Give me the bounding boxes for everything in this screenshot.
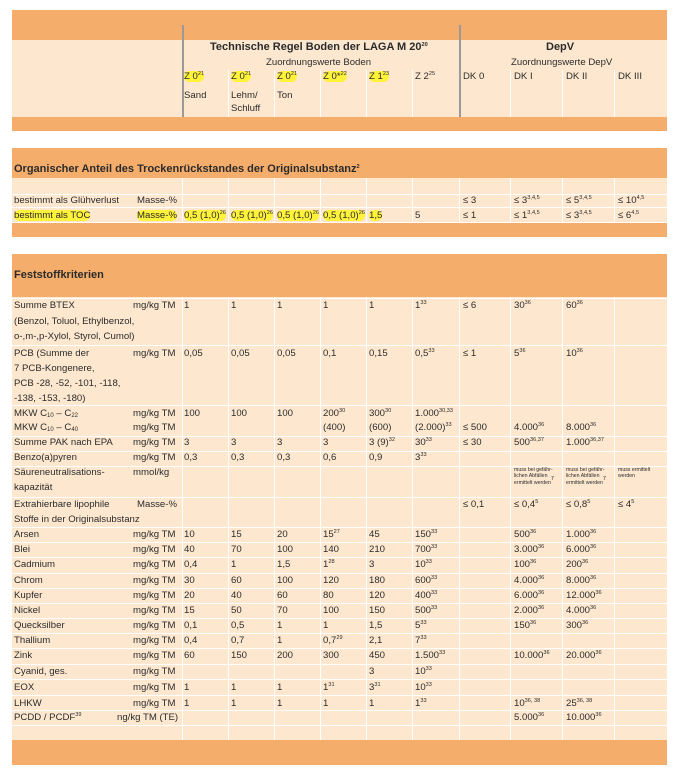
value-cell: $200^{30}$ [323,408,346,419]
value-cell: 0,5 $(1,0)^{26}$ [323,210,365,221]
value-cell: $60^{36}$ [566,300,583,311]
value-cell: $7^{33}$ [415,635,427,646]
value-cell: 1.500$^{33}$ [415,650,446,661]
grid-vline [274,297,275,740]
value-cell: 0,3 [277,452,291,463]
row-label: Stoffe in der Originalsubstanz [14,514,140,525]
value-cell: $500^{33}$ [415,605,438,616]
value-cell: 20 [184,590,195,601]
solid-title-band [12,254,667,297]
value-cell: 1 [369,300,375,311]
row-line [12,207,667,208]
value-cell: $3^{33}$ [415,452,427,463]
column-header: Z $1^{23}$ [369,71,390,82]
value-cell: 1 [277,635,283,646]
grid-vline [320,178,321,223]
value-cell: 3 [277,437,283,448]
column-header: DK 0 [463,71,485,82]
row-line [12,222,667,223]
value-cell: 10$^{36, 38}$ [514,698,541,709]
value-cell: $(2.000)^{33}$ [415,422,452,433]
value-cell: 8.000$^{36}$ [566,575,597,586]
value-cell: $1^{31}$ [323,682,335,693]
value-cell: 1,5 [369,210,383,221]
value-cell: 1.000$^{30,33}$ [415,408,454,419]
row-label: Summe BTEX [14,300,75,311]
value-cell: 1,5 [277,559,291,570]
column-header: DK I [514,71,533,82]
value-cell: 6.000$^{36}$ [514,590,545,601]
value-cell: 0,3 [231,452,245,463]
value-cell: $500^{36}$ [514,529,537,540]
row-unit: mg/kg TM [133,544,176,555]
value-cell: 1 [231,559,237,570]
row-unit: Masse-% [137,195,177,206]
value-cell: 100 [277,575,294,586]
value-cell: 100 [231,408,248,419]
value-cell: ≤ $0,8^5$ [566,499,591,510]
row-label: PCDD / PCDF$^{39}$ [14,712,82,723]
value-cell: ≤ $3^{3,4,5}$ [514,195,540,206]
value-cell: 3 [369,559,375,570]
laga-subtitle: Zuordnungswerte Boden [266,57,372,68]
row-label: PCB -28, -52, -101, -118, [14,378,121,389]
value-cell: $5^{36}$ [514,348,526,359]
value-cell: $300^{30}$ [369,408,392,419]
grid-vline [510,178,511,223]
row-unit: mg/kg TM [133,437,176,448]
row-line [12,451,667,452]
value-cell: 2.000$^{36}$ [514,605,545,616]
value-cell: 3 [323,437,329,448]
value-cell: ≤ 500 [463,422,487,433]
row-line [12,298,667,299]
row-unit: mg/kg TM [133,408,176,419]
grid-vline [366,178,367,223]
value-cell: ≤ 0,1 [463,499,485,510]
grid-vline [614,178,615,223]
grid-vline [412,178,413,223]
value-cell: 1,5 [369,620,383,631]
value-cell: 150 [369,605,386,616]
grid-vline [274,70,275,117]
value-cell: 0,1 [323,348,337,359]
value-cell: 5.000$^{36}$ [514,712,545,723]
value-cell: 0,15 [369,348,388,359]
row-label: Cadmium [14,559,56,570]
value-cell: 4.000$^{36}$ [514,422,545,433]
value-cell: 40 [231,590,242,601]
value-cell: 80 [323,590,334,601]
column-header: Z $0^{21}$ [184,71,205,82]
value-cell: $5^{33}$ [415,620,427,631]
row-unit: mg/kg TM [133,422,176,433]
column-header: Z $0^{21}$ [277,71,298,82]
value-cell: 120 [369,590,386,601]
laga-title: Technische Regel Boden der LAGA M $20^{20}$ [210,41,428,53]
row-line [12,345,667,346]
value-cell: 4.000$^{36}$ [566,605,597,616]
value-cell: $700^{33}$ [415,544,438,555]
row-label: LHKW [14,698,42,709]
value-cell: 1 [184,682,190,693]
value-cell: 60 [184,650,195,661]
column-header: DK III [618,71,642,82]
value-cell: 3.000$^{36}$ [514,544,545,555]
row-label: Säureneutralisations- [14,467,105,478]
value-cell: 60 [231,575,242,586]
value-cell: 1.000$^{36}$ [566,529,597,540]
value-cell: 1 [231,300,237,311]
value-cell: $10^{33}$ [415,559,432,570]
value-cell: 2,1 [369,635,383,646]
value-cell: 210 [369,544,386,555]
grid-vline [228,70,229,117]
grid-vline [562,297,563,740]
value-cell: 1 [277,698,283,709]
value-cell: $30^{36}$ [514,300,531,311]
value-cell: ≤ 1 [463,348,477,359]
value-cell: 20 [277,529,288,540]
row-unit: mg/kg TM [133,620,176,631]
value-cell: $0,5^{33}$ [415,348,435,359]
value-cell: 1 [323,620,329,631]
top-orange-band [12,10,667,40]
row-unit: mg/kg TM [133,590,176,601]
row-unit: mg/kg TM [133,529,176,540]
value-cell: $10^{36}$ [566,348,583,359]
value-cell: 3 [369,666,375,677]
row-unit: mg/kg TM [133,698,176,709]
row-label: bestimmt als Glühverlust [14,195,120,206]
value-cell: 3 [231,437,237,448]
value-cell: 10.000$^{36}$ [566,712,602,723]
row-label: MKW $C_{10} - C_{22}$ [14,408,79,419]
row-line [12,710,667,711]
row-unit: mg/kg TM [133,575,176,586]
value-cell: ≤ $6^{4,5}$ [618,210,640,221]
row-line [12,557,667,558]
value-cell: ≤ 30 [463,437,482,448]
row-line [12,648,667,649]
column-header: Z 0*$^{22}$ [323,71,347,82]
value-cell: ≤ 1 [463,210,477,221]
row-line [12,542,667,543]
row-line [12,527,667,528]
value-cell: 0,9 [369,452,383,463]
column-header: DK II [566,71,588,82]
depv-separator [459,25,461,117]
row-unit: Masse-% [137,499,177,510]
row-unit: mmol/kg [133,467,170,478]
value-cell: 5 [415,210,421,221]
grid-vline [562,178,563,223]
grid-vline [320,70,321,117]
value-cell: 0,4 [184,635,198,646]
value-cell: 1 [323,698,329,709]
value-cell: 0,4 [184,559,198,570]
value-cell: 4.000$^{36}$ [514,575,545,586]
value-cell: 0,5 $(1,0)^{26}$ [231,210,273,221]
grid-vline [366,70,367,117]
row-line [12,588,667,589]
dk1-note: muss bei gefähr- lichen Abfällen ermittelt werden$^7$ [514,467,555,486]
grid-vline [366,297,367,740]
column-subheader: Lehm/ Schluff [231,90,261,114]
value-cell: $150^{33}$ [415,529,438,540]
value-cell: 500$^{36,37}$ [514,437,545,448]
value-cell: 1 [277,682,283,693]
value-cell: 150 [231,650,248,661]
grid-vline [614,297,615,740]
depv-title: DepV [546,41,575,53]
row-label: EOX [14,682,35,693]
row-label: kapazität [14,482,53,493]
value-cell: 180 [369,575,386,586]
solid-section-title: Feststoffkriterien [14,269,104,281]
row-unit: mg/kg TM [133,452,176,463]
value-cell: 0,05 [231,348,250,359]
value-cell: 60 [277,590,288,601]
grid-vline [412,297,413,740]
value-cell: 0,5 $(1,0)^{26}$ [184,210,226,221]
value-cell: 100 [277,544,294,555]
value-cell: (600) [369,422,392,433]
value-cell: 0,6 [323,452,337,463]
row-label: 7 PCB-Kongenere, [14,363,95,374]
value-cell: ≤ $3^{3,4,5}$ [566,210,592,221]
value-cell: $0,7^{29}$ [323,635,343,646]
value-cell: 8.000$^{36}$ [566,422,597,433]
value-cell: 50 [231,605,242,616]
value-cell: 0,5 [231,620,245,631]
value-cell: 200 [277,650,294,661]
value-cell: $300^{36}$ [566,620,589,631]
row-label: Extrahierbare lipophile [14,499,110,510]
value-cell: ≤ 6 [463,300,477,311]
row-unit: mg/kg TM [133,348,176,359]
grid-vline [274,178,275,223]
value-cell: 3 [184,437,190,448]
value-cell: ≤ $0,4^5$ [514,499,539,510]
value-cell: $30^{33}$ [415,437,432,448]
row-label: Summe PAK nach EPA [14,437,113,448]
value-cell: $400^{33}$ [415,590,438,601]
row-line [12,603,667,604]
row-label: Arsen [14,529,40,540]
value-cell: 12.000$^{36}$ [566,590,602,601]
value-cell: $600^{33}$ [415,575,438,586]
value-cell: 120 [323,575,340,586]
value-cell: 25$^{36, 38}$ [566,698,593,709]
row-line [12,633,667,634]
row-line [12,573,667,574]
value-cell: $10^{33}$ [415,682,432,693]
column-header: Z $2^{25}$ [415,71,436,82]
row-unit: mg/kg TM [133,682,176,693]
value-cell: 1.000$^{36,37}$ [566,437,605,448]
row-label: bestimmt als TOC [14,210,91,221]
row-label: Blei [14,544,30,555]
value-cell: 6.000$^{36}$ [566,544,597,555]
depv-subtitle: Zuordnungswerte DepV [511,57,613,68]
row-label: Cyanid, ges. [14,666,68,677]
value-cell: 450 [369,650,386,661]
solid-bottom-band [12,740,667,765]
row-line [12,618,667,619]
value-cell: $1^{28}$ [323,559,335,570]
value-cell: 0,05 [277,348,296,359]
grid-vline [459,178,460,223]
dk2-note: muss bei gefähr- lichen Abfällen ermittelt werden$^7$ [566,467,607,486]
value-cell: 0,05 [184,348,203,359]
value-cell: 140 [323,544,340,555]
row-line [12,679,667,680]
dk3-note: muss ermittelt werden [618,467,651,479]
value-cell: ≤ $1^{3,4,5}$ [514,210,540,221]
row-label: o-,m-,p-Xylol, Styrol, Cumol) [14,331,135,342]
grid-vline [562,70,563,117]
value-cell: 0,5 $(1,0)^{26}$ [277,210,319,221]
value-cell: 15 [231,529,242,540]
value-cell: 20.000$^{36}$ [566,650,602,661]
column-subheader: Ton [277,90,293,101]
grid-vline [510,297,511,740]
row-label: Quecksilber [14,620,65,631]
value-cell: 15 [184,605,195,616]
value-cell: 40 [184,544,195,555]
value-cell: 30 [184,575,195,586]
grid-vline [412,70,413,117]
value-cell: 100 [323,605,340,616]
row-line [12,725,667,726]
value-cell: 100 [184,408,201,419]
value-cell: 100 [277,408,294,419]
row-label: Chrom [14,575,43,586]
value-cell: $15^{27}$ [323,529,340,540]
value-cell: 1 [323,300,329,311]
value-cell: ≤ $5^{3,4,5}$ [566,195,592,206]
value-cell: $10^{33}$ [415,666,432,677]
value-cell: 1 [369,698,375,709]
value-cell: 70 [277,605,288,616]
row-unit: mg/kg TM [133,300,176,311]
value-cell: ≤ $4^5$ [618,499,635,510]
organic-bottom-band [12,223,667,237]
value-cell: 1 [277,620,283,631]
row-label: Kupfer [14,590,43,601]
grid-vline [614,70,615,117]
value-cell: 10.000$^{36}$ [514,650,550,661]
row-label: (Benzol, Toluol, Ethylbenzol, [14,316,135,327]
value-cell: $1^{33}$ [415,698,427,709]
row-unit: Masse-% [137,210,177,221]
value-cell: 1 [277,300,283,311]
organic-section-title: Organischer Anteil des Trockenrückstandes der Originalsubstanz$^2$ [14,163,360,175]
grid-vline [510,70,511,117]
value-cell: 0,3 [184,452,198,463]
row-line [12,664,667,665]
value-cell: $1^{33}$ [415,300,427,311]
value-cell: $200^{36}$ [566,559,589,570]
row-label: Benzo(a)pyren [14,452,77,463]
row-unit: ng/kg TM (TE) [117,712,179,723]
row-unit: mg/kg TM [133,605,176,616]
row-unit: mg/kg TM [133,650,176,661]
value-cell: 0,7 [231,635,245,646]
row-unit: mg/kg TM [133,635,176,646]
grid-vline [228,178,229,223]
value-cell: 70 [231,544,242,555]
row-label: Thallium [14,635,51,646]
row-unit: mg/kg TM [133,666,176,677]
value-cell: 3 $(9)^{32}$ [369,437,395,448]
column-header: Z $0^{21}$ [231,71,252,82]
value-cell: 300 [323,650,340,661]
row-line [12,405,667,406]
value-cell: 45 [369,529,380,540]
row-label: MKW $C_{10} - C_{40}$ [14,422,79,433]
row-label: Nickel [14,605,41,616]
value-cell: (400) [323,422,346,433]
row-label: -138, -153, -180) [14,393,86,404]
value-cell: ≤ $10^{4,5}$ [618,195,645,206]
value-cell: $150^{36}$ [514,620,537,631]
grid-vline [182,297,183,740]
row-unit: mg/kg TM [133,559,176,570]
value-cell: 1 [231,698,237,709]
column-subheader: Sand [184,90,207,101]
grid-vline [459,297,460,740]
header-orange-band [12,117,667,131]
row-label: Zink [14,650,33,661]
value-cell: 1 [184,698,190,709]
value-cell: 1 [184,300,190,311]
row-line [12,497,667,498]
row-label: PCB (Summe der [14,348,90,359]
value-cell: 1 [231,682,237,693]
grid-vline [182,178,183,223]
row-line [12,695,667,696]
value-cell: $3^{31}$ [369,682,381,693]
value-cell: 10 [184,529,195,540]
value-cell: $100^{36}$ [514,559,537,570]
grid-vline [228,297,229,740]
value-cell: ≤ 3 [463,195,477,206]
value-cell: 0,1 [184,620,198,631]
grid-vline [320,297,321,740]
